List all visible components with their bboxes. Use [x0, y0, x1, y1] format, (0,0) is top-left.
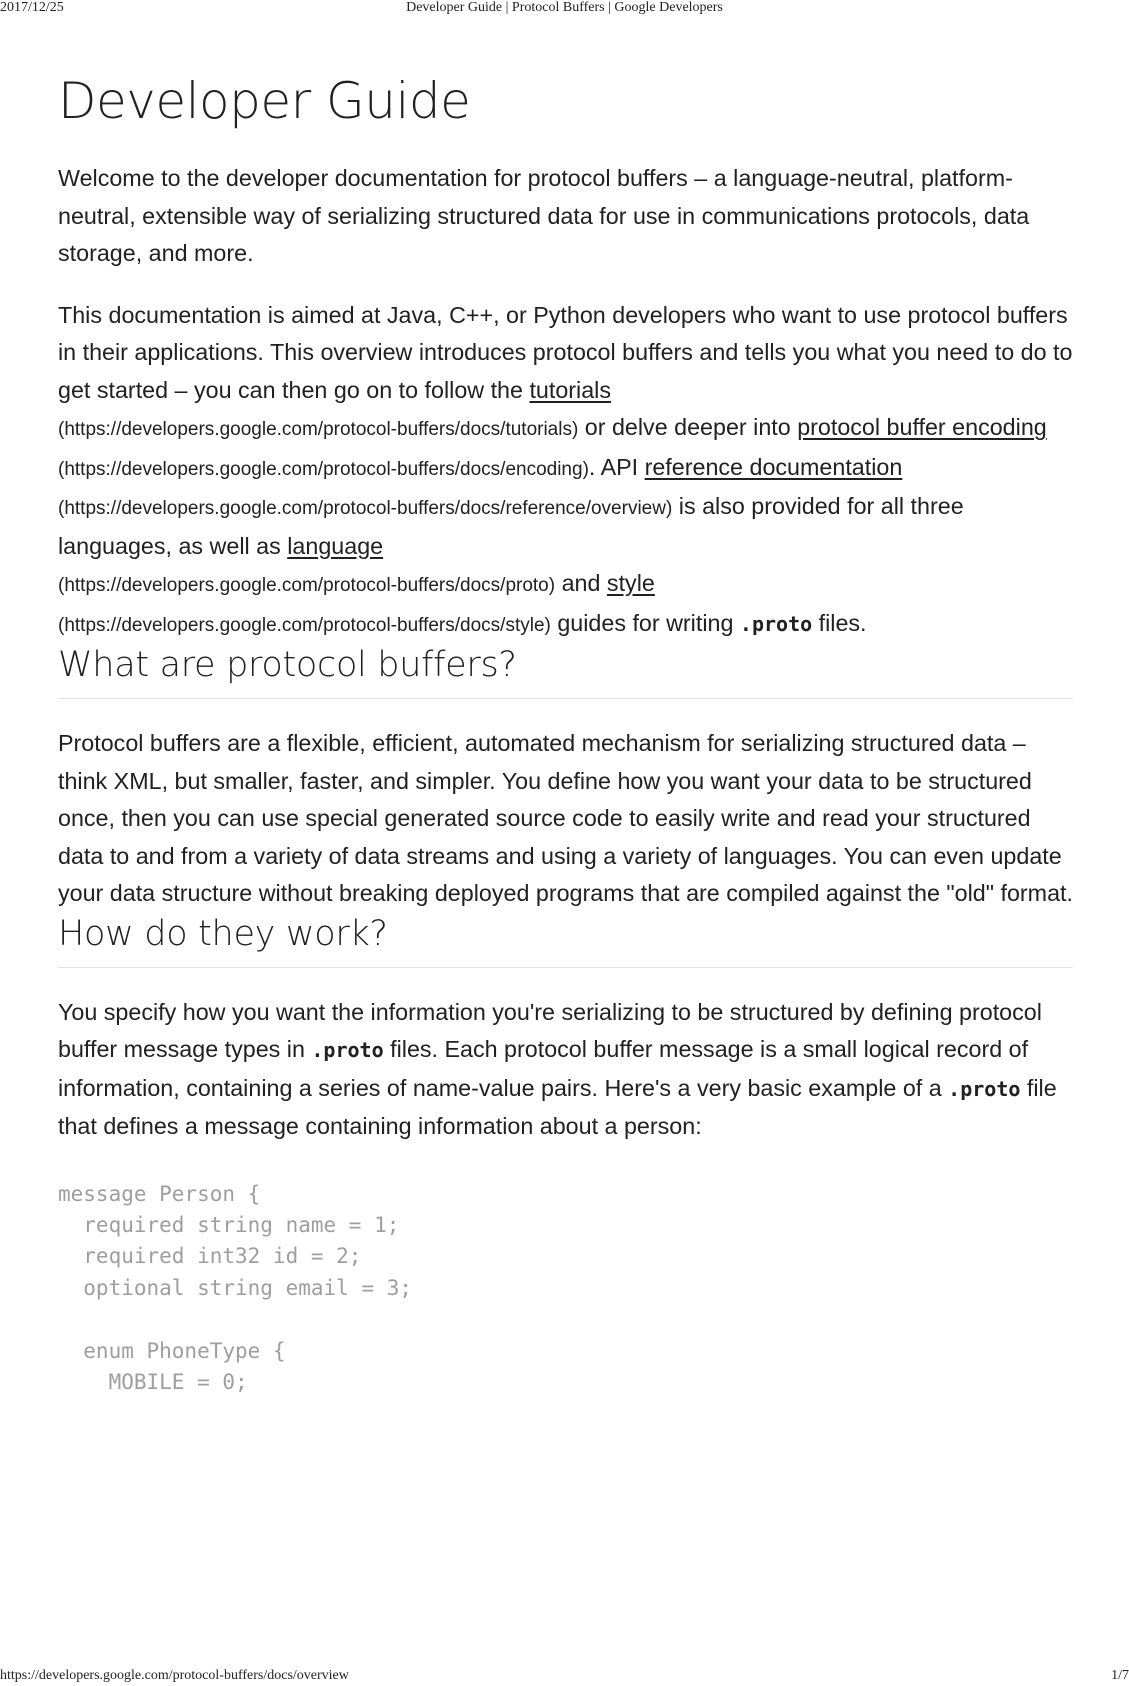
text-run: . API	[588, 453, 645, 480]
style-url: (https://developers.google.com/protocol-buffers/docs/style)	[58, 614, 551, 636]
section-paragraph	[58, 994, 1073, 1146]
text-run: is also provided for all three languages, as well as	[58, 493, 964, 559]
section-paragraph: Protocol buffers are a flexible, efficient, automated mechanism for serializing structured data – think XML, but smaller, faster, and simpler. You define how you want your data to be structured once, then you can use special generated source code to easily write and read your structured data to and from a variety of data streams and using a variety of languages. You can even update your data structure without breaking deployed programs that are compiled against the "old" format.	[58, 730, 1073, 906]
text-run: files.	[812, 609, 867, 636]
print-page-title: Developer Guide | Protocol Buffers | Google Developers	[406, 0, 723, 15]
print-date: 2017/12/25	[0, 0, 64, 15]
reference-url: (https://developers.google.com/protocol-buffers/docs/reference/overview)	[58, 498, 673, 519]
language-url: (https://developers.google.com/protocol-buffers/docs/proto)	[58, 575, 556, 596]
text-run: or delve deeper into	[578, 414, 798, 440]
page-title: Developer Guide	[58, 72, 471, 130]
encoding-link[interactable]: protocol buffer encoding	[797, 414, 1047, 440]
reference-documentation-link[interactable]: reference documentation	[644, 453, 903, 480]
text-run: guides for writing	[550, 609, 740, 636]
text-run: file that defines a message containing information about a person:	[58, 1074, 1057, 1139]
text-run: This documentation is aimed at Java, C++, or Python developers who want to use protocol buffers in their applications. This overview introduces protocol buffers and tells you what you need to do to get started – you can then go on to follow the	[58, 301, 1073, 403]
text-run: files. Each protocol buffer message is a small logical record of information, containing a series of name-value pairs. Here's a very basic example of a	[58, 1036, 1029, 1101]
article	[58, 60, 1073, 1398]
inline-code: .proto	[948, 1076, 1021, 1101]
section-heading-how-do-they-work: How do they work?	[58, 913, 1073, 968]
tutorials-url: (https://developers.google.com/protocol-buffers/docs/tutorials)	[58, 419, 579, 440]
code-block: message Person { required string name = 1; required int32 id = 2; optional string email = 3; enum PhoneType { MOBILE = 0;	[58, 1181, 413, 1394]
inline-code: .proto	[739, 611, 813, 636]
audience-paragraph	[58, 297, 1073, 645]
text-run: and	[555, 570, 607, 596]
text-run: You specify how you want the information you're serializing to be structured by defining protocol buffer message types in	[58, 998, 1042, 1062]
encoding-url: (https://developers.google.com/protocol-buffers/docs/encoding)	[58, 458, 589, 480]
language-guide-link[interactable]: language	[287, 532, 384, 559]
tutorials-link[interactable]: tutorials	[529, 376, 612, 403]
intro-paragraph: Welcome to the developer documentation for protocol buffers – a language-neutral, platform-neutral, extensible way of serializing structured data for use in communications protocols, data storage, and more.	[58, 165, 1030, 266]
print-url: https://developers.google.com/protocol-buffers/docs/overview	[0, 1668, 349, 1683]
print-header	[0, 0, 1129, 20]
page-number: 1/7	[1111, 1668, 1129, 1683]
style-guide-link[interactable]: style	[606, 570, 655, 596]
print-footer	[0, 1664, 1129, 1686]
section-heading-what-are-protocol-buffers: What are protocol buffers?	[58, 644, 1073, 699]
inline-code: .proto	[311, 1038, 384, 1062]
